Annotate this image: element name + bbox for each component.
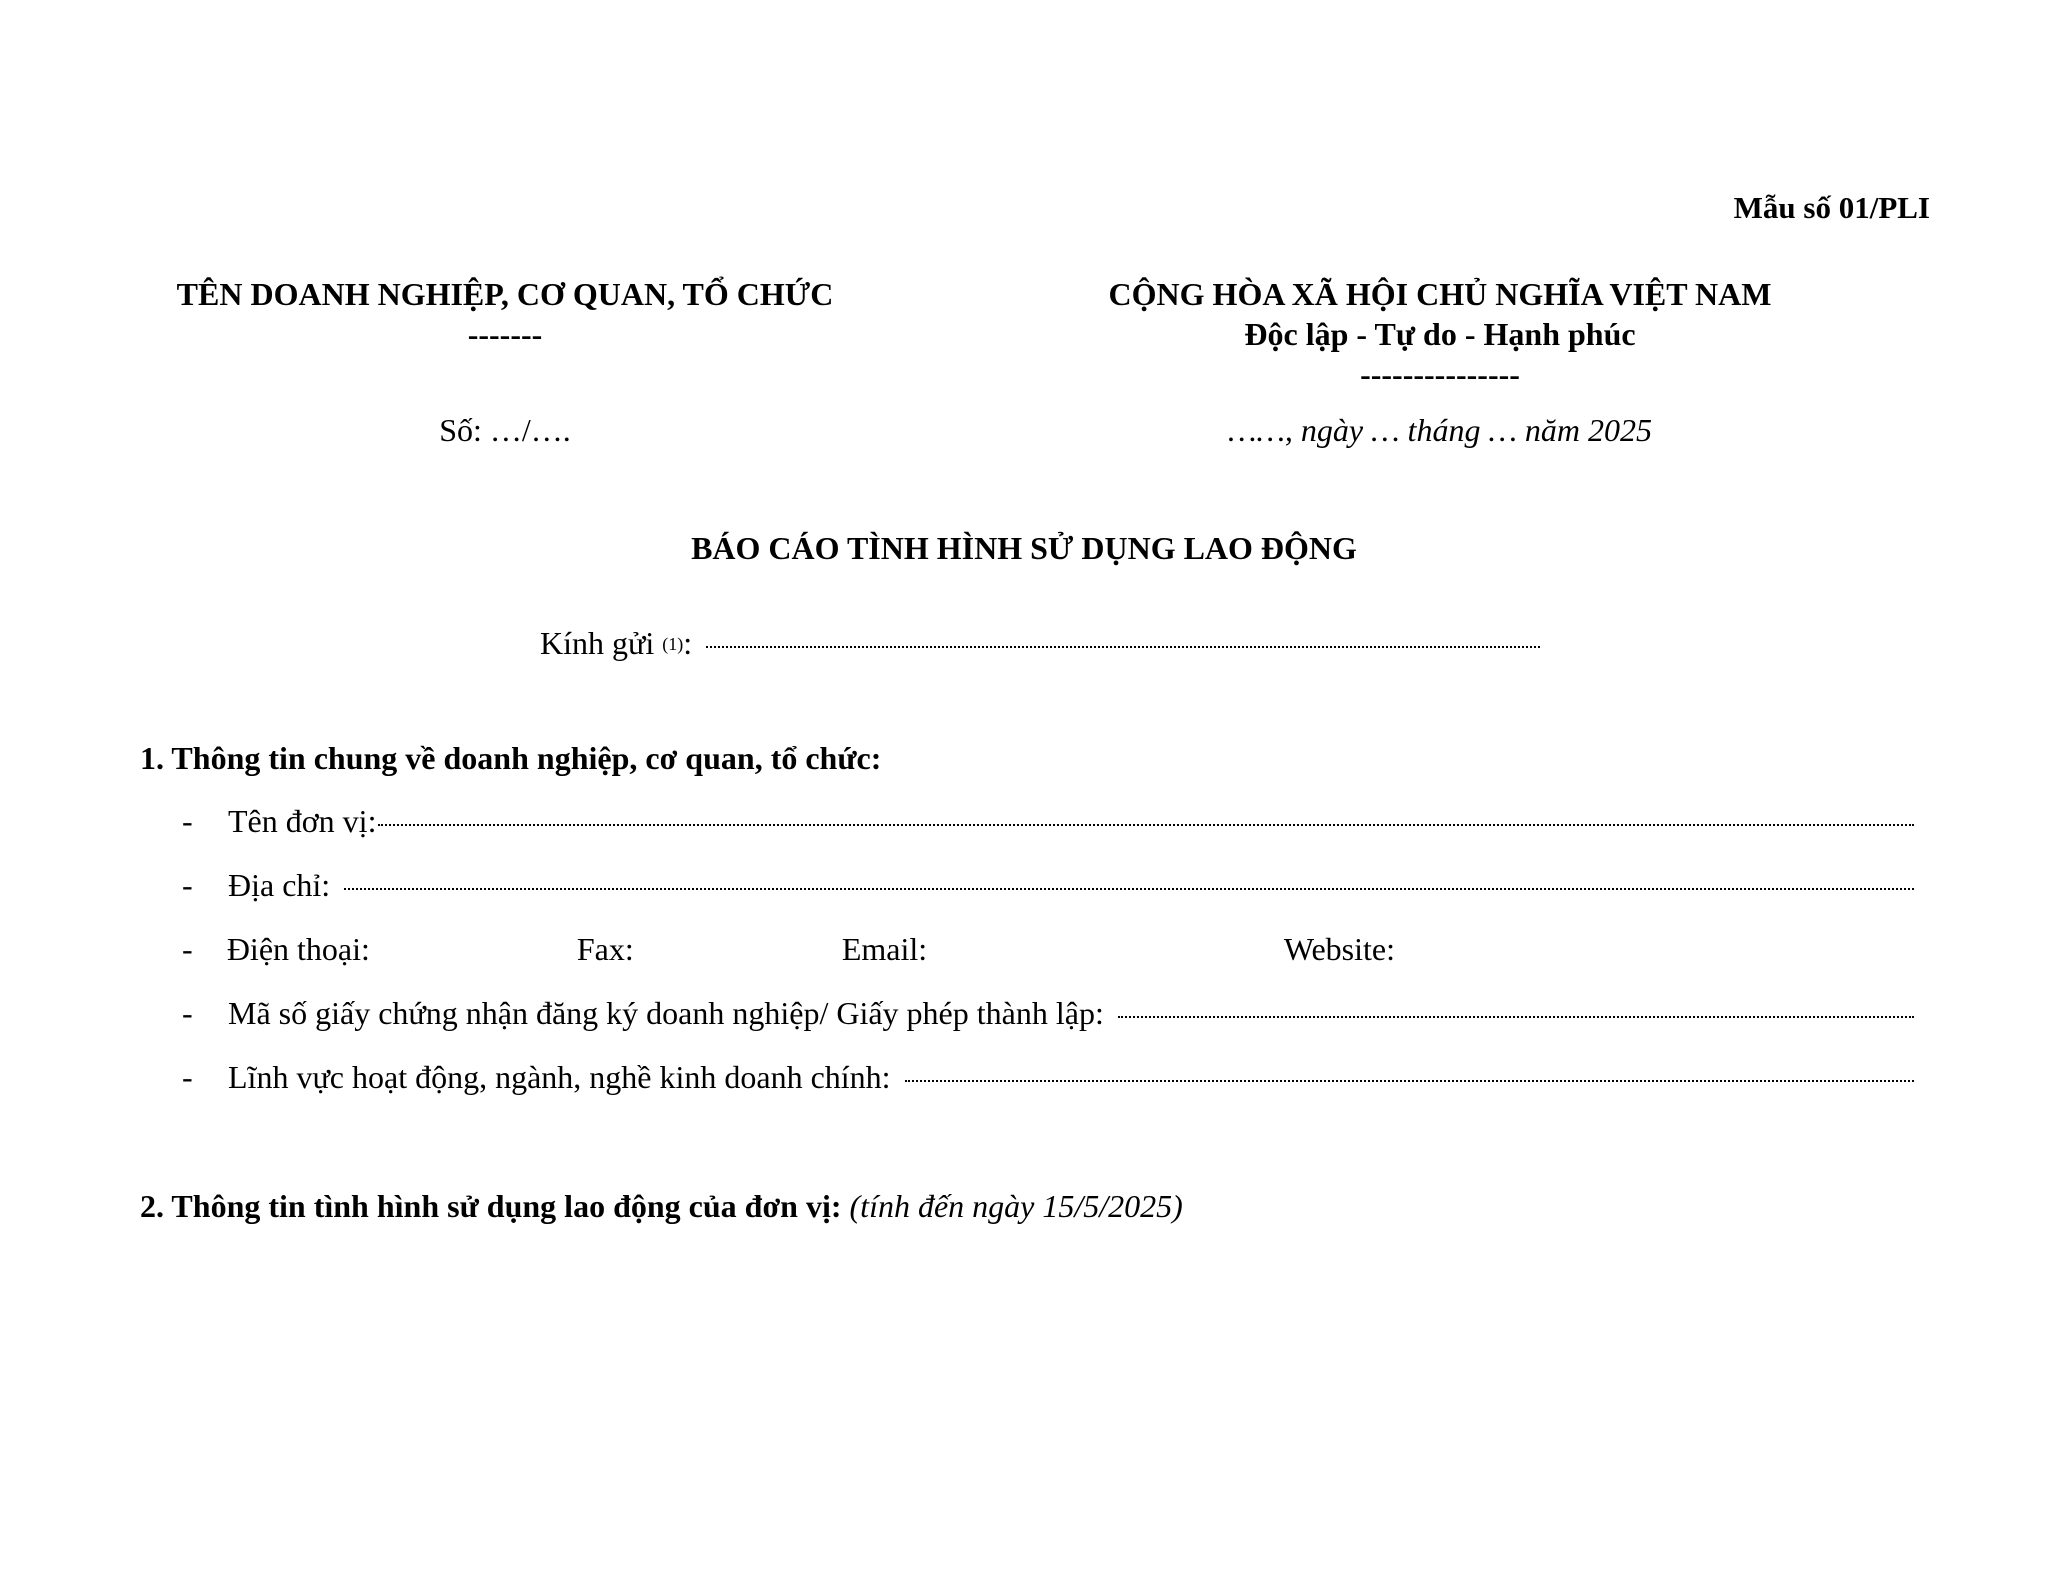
recipient-fill-line[interactable] xyxy=(706,646,1540,648)
field-address xyxy=(182,867,1914,904)
field-business-line xyxy=(182,1059,1914,1096)
section-2-note: (tính đến ngày 15/5/2025) xyxy=(849,1188,1183,1224)
business-line-label: Lĩnh vực hoạt động, ngành, nghề kinh doanh chính: xyxy=(228,1059,891,1095)
bullet-dash: - xyxy=(182,995,193,1031)
email-label: Email: xyxy=(841,931,928,967)
field-contact xyxy=(182,931,1914,968)
recipient-label: Kính gửi xyxy=(540,625,655,661)
header-right-divider: --------------- xyxy=(1360,356,1520,392)
license-label: Mã số giấy chứng nhận đăng ký doanh nghiệp/ Giấy phép thành lập: xyxy=(228,995,1104,1031)
field-license xyxy=(182,995,1914,1032)
address-label: Địa chỉ: xyxy=(228,867,331,903)
document-date: ……, ngày … tháng … năm 2025 xyxy=(1227,412,1652,448)
website-label: Website: xyxy=(1283,931,1395,967)
phone-label: Điện thoại: xyxy=(226,931,370,967)
bullet-dash: - xyxy=(182,803,193,839)
business-line-fill-line[interactable] xyxy=(905,1080,1914,1082)
org-name-placeholder: TÊN DOANH NGHIỆP, CƠ QUAN, TỔ CHỨC xyxy=(176,276,834,312)
section-1-heading: 1. Thông tin chung về doanh nghiệp, cơ quan, tổ chức: xyxy=(140,740,882,776)
header-right xyxy=(1035,274,1845,394)
recipient-colon: : xyxy=(683,625,693,661)
unit-name-fill-line[interactable] xyxy=(378,824,1914,826)
header-left-divider: ------- xyxy=(467,316,543,352)
license-fill-line[interactable] xyxy=(1118,1016,1914,1018)
section-2-title: 2. Thông tin tình hình sử dụng lao động của đơn vị: xyxy=(140,1188,842,1224)
address-fill-line[interactable] xyxy=(344,888,1914,890)
recipient-line: Kính gửi $^{(1)}$ : xyxy=(540,625,1540,662)
section-2-heading xyxy=(140,1188,1183,1225)
form-code: Mẫu số 01/PLI xyxy=(1733,190,1930,225)
document-number: Số: …/…. xyxy=(439,412,571,448)
fax-label: Fax: xyxy=(576,931,634,967)
national-motto: Độc lập - Tự do - Hạnh phúc xyxy=(1244,316,1636,352)
bullet-dash: - xyxy=(182,1059,193,1095)
field-unit-name xyxy=(182,803,1914,840)
unit-name-label: Tên đơn vị: xyxy=(228,803,377,839)
bullet-dash: - xyxy=(182,867,193,903)
bullet-dash: - xyxy=(182,931,193,967)
national-title: CỘNG HÒA XÃ HỘI CHỦ NGHĨA VIỆT NAM xyxy=(1108,276,1772,312)
document-title: BÁO CÁO TÌNH HÌNH SỬ DỤNG LAO ĐỘNG xyxy=(691,530,1357,566)
header-left xyxy=(100,274,910,354)
